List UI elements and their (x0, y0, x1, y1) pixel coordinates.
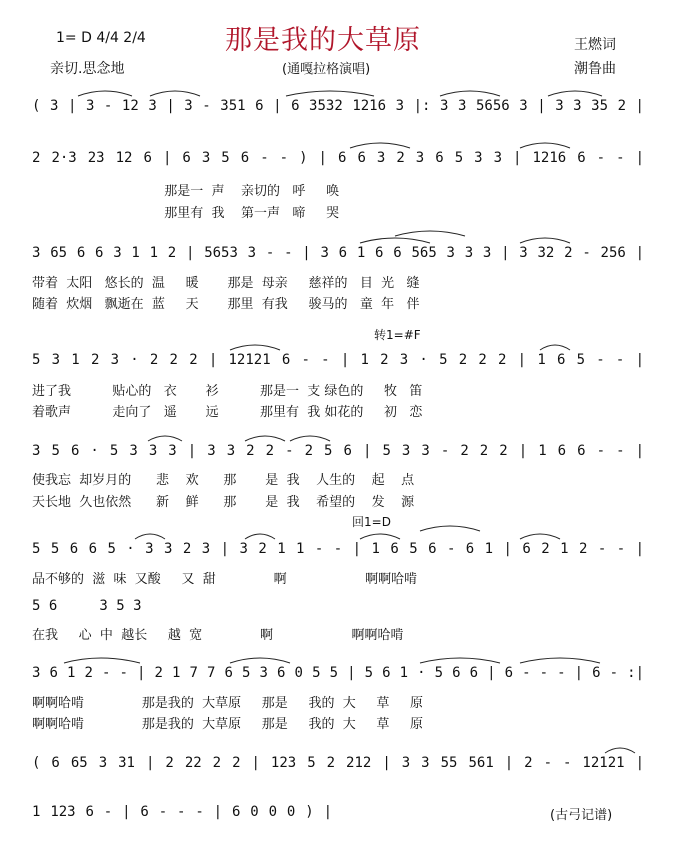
notation-line: ( 3 | 3 - 12 3 | 3 - 351 6 | 6 3532 1216 3 |: 3 3 5656 3 | 3 3 35 2 | (32, 98, 644, 114)
lyric-line: 带着 太阳 悠长的 温 暖 那是 母亲 慈祥的 目 光 缝 (32, 276, 420, 291)
lyric-line: 啊啊哈啃 那是我的 大草原 那是 我的 大 草 原 (32, 717, 424, 732)
lyric-line: 那是一 声 亲切的 呼 唤 (32, 184, 340, 199)
lyric-line: 啊啊哈啃 那是我的 大草原 那是 我的 大 草 原 (32, 696, 424, 711)
lyric-line: 天长地 久也依然 新 鲜 那 是 我 希望的 发 源 (32, 495, 415, 510)
lyric-line: 品不够的 滋 味 又酸 又 甜 啊 啊啊哈啃 (32, 572, 418, 587)
notation-line: 3 65 6 6 3 1 1 2 | 5653 3 - - | 3 6 1 6 6 565 3 3 3 | 3 32 2 - 256 | (32, 245, 644, 261)
notation-line: 5 3 1 2 3 · 2 2 2 | 12121 6 - - | 1 2 3 · 5 2 2 2 | 1 6 5 - - | (32, 352, 644, 368)
modulation-note: 转1=#F (374, 328, 421, 342)
composer-credit: 潮鲁曲 (574, 61, 616, 77)
notation-line: 3 5 6 · 5 3 3 3 | 3 3 2 2 - 2 5 6 | 5 3 3 - 2 2 2 | 1 6 6 - - | (32, 443, 644, 459)
lyric-line: 在我 心 中 越长 越 宽 啊 啊啊哈啃 (32, 628, 404, 643)
notation-line: 2 2·3 23 12 6 | 6 3 5 6 - - ) | 6 6 3 2 3 6 5 3 3 | 1216 6 - - | (32, 150, 644, 166)
notation-line: 5 6 3 5 3 (32, 598, 142, 614)
notation-line: 1 123 6 - | 6 - - - | 6 0 0 0 ) | (32, 804, 332, 820)
singer-credit: (通嘎拉格演唱) (282, 62, 371, 77)
lyric-line: 随着 炊烟 飘逝在 蓝 天 那里 有我 骏马的 童 年 伴 (32, 297, 420, 312)
song-title: 那是我的大草原 (225, 25, 421, 56)
lyricist-credit: 王燃词 (574, 37, 616, 53)
lyric-line: 使我忘 却岁月的 悲 欢 那 是 我 人生的 起 点 (32, 473, 415, 488)
lyric-line: 那里有 我 第一声 啼 哭 (32, 206, 340, 221)
notation-line: 3 6 1 2 - - | 2 1 7 7 6 5 3 6 0 5 5 | 5 6 1 · 5 6 6 | 6 - - - | 6 - :| (32, 665, 644, 681)
transcriber-credit: (古弓记谱) (550, 808, 613, 823)
return-key-note: 回1=D (352, 515, 391, 529)
notation-line: ( 6 65 3 31 | 2 22 2 2 | 123 5 2 212 | 3 3 55 561 | 2 - - 12121 | (32, 755, 644, 771)
lyric-line: 进了我 贴心的 衣 衫 那是一 支 绿色的 牧 笛 (32, 384, 423, 399)
mood-marking: 亲切.思念地 (50, 61, 125, 77)
lyric-line: 着歌声 走向了 遥 远 那里有 我 如花的 初 恋 (32, 405, 423, 420)
key-signature: 1= D 4/4 2/4 (56, 30, 146, 46)
notation-line: 5 5 6 6 5 · 3 3 2 3 | 3 2 1 1 - - | 1 6 5 6 - 6 1 | 6 2 1 2 - - | (32, 541, 644, 557)
